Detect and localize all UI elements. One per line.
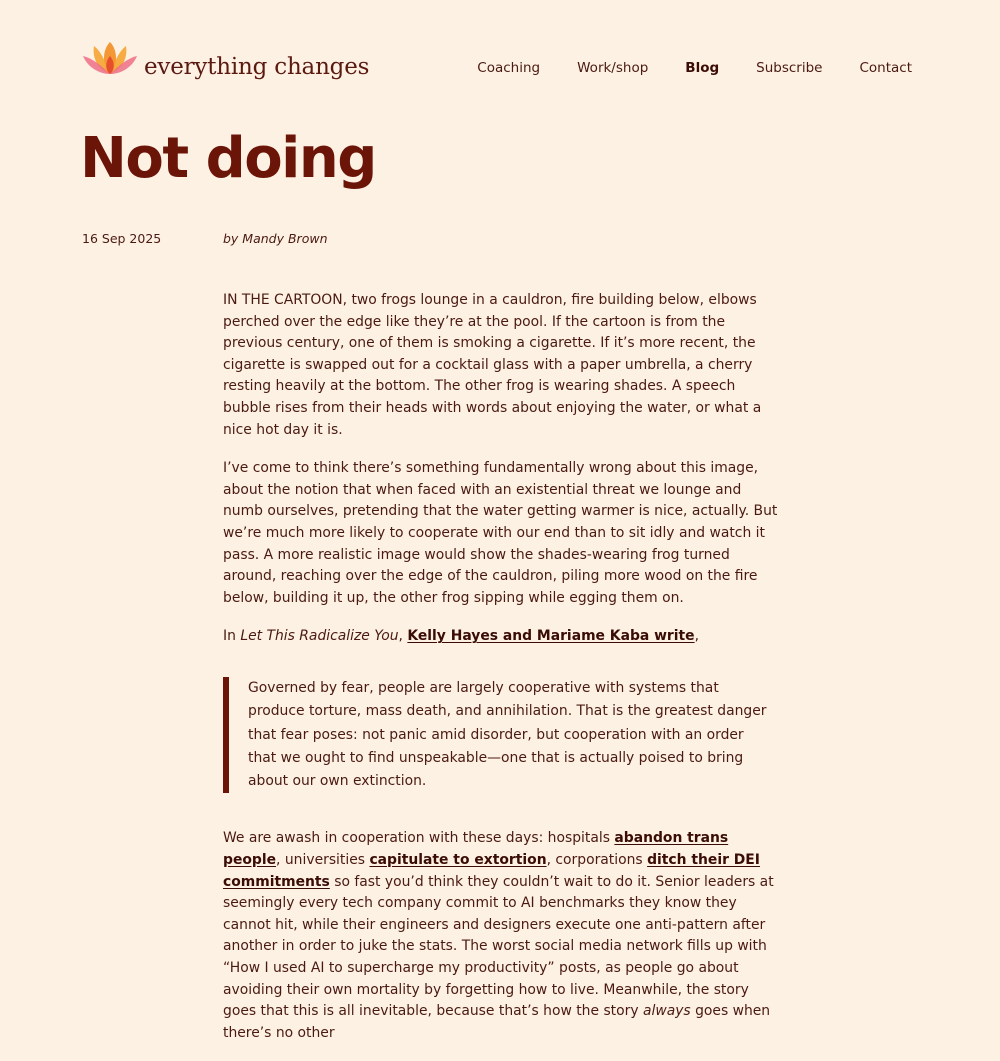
blockquote <box>223 677 768 793</box>
nav-item-coaching[interactable]: Coaching <box>477 60 541 76</box>
hayes-kaba-link[interactable]: Kelly Hayes and Mariame Kaba write <box>407 628 695 645</box>
paragraph-4-text-2: , universities <box>276 851 370 868</box>
nav-item-blog[interactable]: Blog <box>685 60 720 76</box>
paragraph-3 <box>223 626 783 648</box>
ditch-dei-link[interactable]: ditch their DEI commitments <box>223 851 760 890</box>
post-body <box>223 290 783 1061</box>
site-title: everything changes <box>144 54 370 80</box>
paragraph-2: I’ve come to think there’s something fundamentally wrong about this image, about the notion that when faced with an existential threat we lounge and numb ourselves, pretending that the water getting warmer is nice, actually. But we’re much more likely to cooperate with our end than to sit idly and watch it pass. A more realistic image would show the shades-wearing frog turned around, reaching over the edge of the cauldron, piling more wood on the fire below, building it up, the other frog sipping while egging them on. <box>223 460 778 606</box>
paragraph-4 <box>223 828 783 1044</box>
site-header <box>82 36 912 86</box>
paragraph-3-sep: , <box>398 628 408 645</box>
book-title: Let This Radicalize You <box>240 628 399 645</box>
post-date: 16 Sep 2025 <box>82 231 162 246</box>
nav-item-workshop[interactable]: Work/shop <box>577 60 649 76</box>
lotus-icon <box>82 36 138 76</box>
paragraph-4-text-1: We are awash in cooperation with these days: hospitals <box>223 830 615 847</box>
abandon-trans-people-link[interactable]: abandon trans people <box>223 830 729 868</box>
post-title: Not doing <box>80 126 376 191</box>
quote-text: Governed by fear, people are largely cooperative with systems that produce torture, mass death, and annihilation. That is the greatest danger that fear poses: not panic amid disorder, but cooperation with an order that we ought to find unspeakable—one that is actually poised to bring about our own extinction. <box>248 679 767 790</box>
paragraph-4-text-4: so fast you’d think they couldn’t wait to do it. Senior leaders at seemingly every tech company commit to AI benchmarks they know they cannot hit, while their engineers and designers execute one anti-pattern after another in order to juke the stats. The worst social media network fills up with “How I used AI to supercharge my productivity” posts, as people go about avoiding their own mortality by forgetting how to live. Meanwhile, the story goes that this is all inevitable, because that’s how the story <box>223 873 774 1020</box>
nav-item-subscribe[interactable]: Subscribe <box>756 60 823 76</box>
post-author: by Mandy Brown <box>223 231 328 246</box>
capitulate-to-extortion-link[interactable]: capitulate to extortion <box>369 851 547 868</box>
paragraph-4-emphasis: always <box>642 1003 691 1020</box>
nav-item-contact[interactable]: Contact <box>859 60 912 76</box>
main-nav <box>440 60 912 76</box>
paragraph-4-text-3: , corporations <box>546 851 648 868</box>
paragraph-3-prefix: In <box>223 628 241 645</box>
site-logo-link[interactable] <box>82 36 369 86</box>
paragraph-1: IN THE CARTOON, two frogs lounge in a cauldron, fire building below, elbows perched over the edge like they’re at the pool. If the cartoon is from the previous century, one of them is smoking a cigarette. If it’s more recent, the cigarette is swapped out for a cocktail glass with a paper umbrella, a cherry resting heavily at the bottom. The other frog is wearing shades. A speech bubble rises from their heads with words about enjoying the water, or what a nice hot day it is. <box>223 292 762 438</box>
paragraph-4-text-5: goes when there’s no other <box>223 1003 771 1041</box>
paragraph-3-suffix: , <box>694 628 700 645</box>
